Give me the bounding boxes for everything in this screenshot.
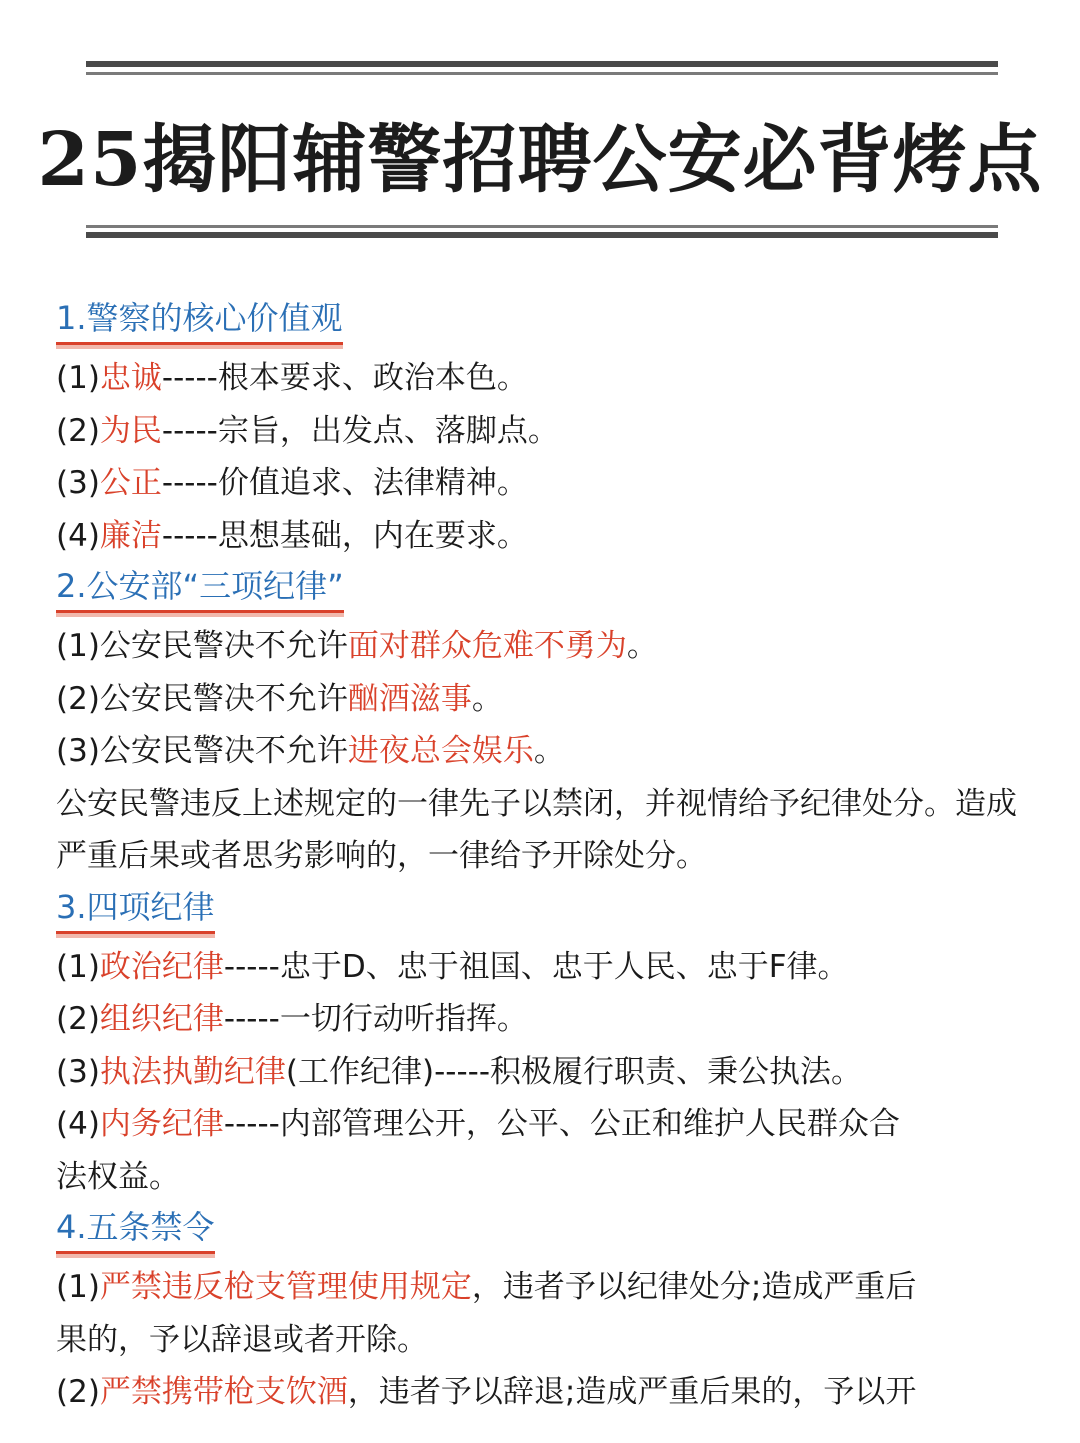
bottom-rule-thin <box>86 225 998 228</box>
section-heading: 3.四项纪律 <box>56 883 215 934</box>
highlight-text: 酗酒滋事 <box>347 680 472 717</box>
list-item: (4)内务纪律-----内部管理公开，公平、公正和维护人民群众合 <box>56 1106 900 1142</box>
highlight-text: 面对群众危难不勇为 <box>347 628 627 664</box>
highlight-text: 组织纪律 <box>99 1001 224 1037</box>
highlight-text: 严禁携带枪支饮酒 <box>99 1374 348 1410</box>
content-body <box>56 294 1026 1419</box>
list-item-continuation: 果的，予以辞退或者开除。 <box>56 1321 428 1358</box>
section-heading: 2.公安部“三项纪律” <box>56 562 344 613</box>
list-item-continuation: 法权益。 <box>56 1158 180 1195</box>
highlight-text: 内务纪律 <box>99 1106 224 1142</box>
highlight-text: 廉洁 <box>99 517 162 554</box>
bottom-rule-thick <box>86 232 998 238</box>
list-item: (4)廉洁-----思想基础，内在要求。 <box>56 517 528 554</box>
highlight-text: 执法执勤纪律 <box>99 1053 286 1090</box>
highlight-text: 为民 <box>99 412 162 449</box>
highlight-text: 政治纪律 <box>99 948 224 985</box>
highlight-text: 进夜总会娱乐 <box>347 733 534 769</box>
list-item: (2)严禁携带枪支饮酒，违者予以辞退;造成严重后果的，予以开 <box>56 1374 917 1410</box>
list-item: (1)严禁违反枪支管理使用规定，违者予以纪律处分;造成严重后 <box>56 1269 917 1305</box>
list-item: (2)为民-----宗旨，出发点、落脚点。 <box>56 412 559 449</box>
list-item: (1)忠诚-----根本要求、政治本色。 <box>56 360 528 396</box>
section-heading: 4.五条禁令 <box>56 1203 215 1254</box>
page-title: 25揭阳辅警招聘公安必背烤点 <box>37 117 1043 203</box>
section-note: 公安民警违反上述规定的一律先子以禁闭，并视情给予纪律处分。造成严重后果或者思劣影响的，一律给予开除处分。 <box>56 785 1017 874</box>
list-item: (1)政治纪律-----忠于D、忠于祖国、忠于人民、忠于F律。 <box>56 948 849 985</box>
section-heading: 1.警察的核心价值观 <box>56 294 343 345</box>
list-item: (2)组织纪律-----一切行动听指挥。 <box>56 1001 528 1037</box>
list-item: (2)公安民警决不允许酗酒滋事。 <box>56 680 503 717</box>
list-item: (3)公安民警决不允许进夜总会娱乐。 <box>56 733 565 769</box>
list-item: (3)执法执勤纪律(工作纪律)-----积极履行职责、秉公执法。 <box>56 1053 863 1090</box>
highlight-text: 严禁违反枪支管理使用规定 <box>99 1269 472 1305</box>
list-item: (1)公安民警决不允许面对群众危难不勇为。 <box>56 628 658 664</box>
highlight-text: 公正 <box>99 465 162 501</box>
highlight-text: 忠诚 <box>99 360 162 396</box>
top-rule-thin <box>86 72 998 75</box>
list-item: (3)公正-----价值追求、法律精神。 <box>56 465 528 501</box>
top-rule-thick <box>86 61 998 67</box>
